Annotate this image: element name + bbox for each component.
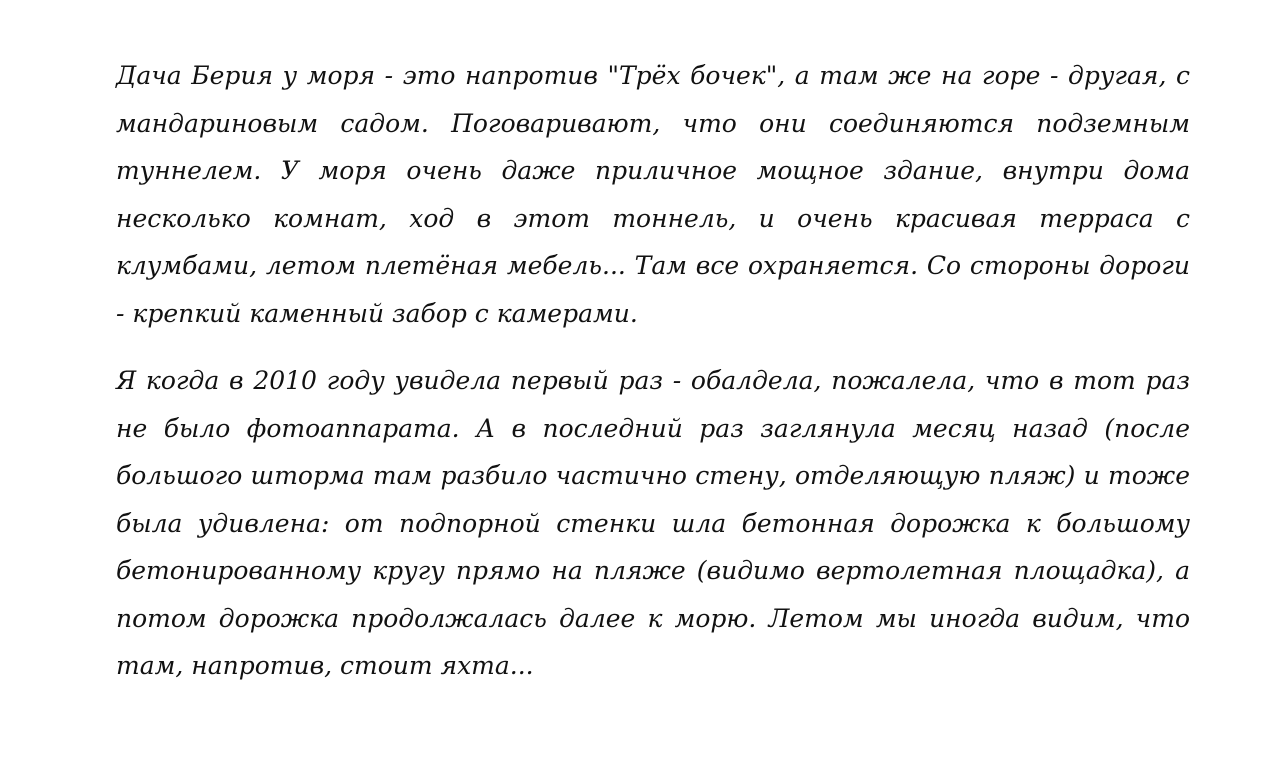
paragraph-2: Я когда в 2010 году увидела первый раз - обалдела, пожалела, что в тот раз не было фотоаппарата. А в последний раз заглянула месяц назад (после большого шторма там разбило частично стену, отделяющую пляж) и тоже была удивлена: от подпорной стенки шла бетонная дорожка к большому бетонированному кругу прямо на пляже (видимо вертолетная площадка), а потом дорожка продолжалась далее к морю. Летом мы иногда видим, что там, напротив, стоит яхта...: [116, 366, 1190, 680]
document-body: [116, 52, 1190, 690]
paragraph-1: Дача Берия у моря - это напротив "Трёх бочек", а там же на горе - другая, с мандариновым садом. Поговаривают, что они соединяются подземным туннелем. У моря очень даже приличное мощное здание, внутри дома несколько комнат, ход в этот тоннель, и очень красивая терраса с клумбами, летом плетёная мебель... Там все охраняется. Со стороны дороги - крепкий каменный забор с камерами.: [116, 61, 1190, 328]
